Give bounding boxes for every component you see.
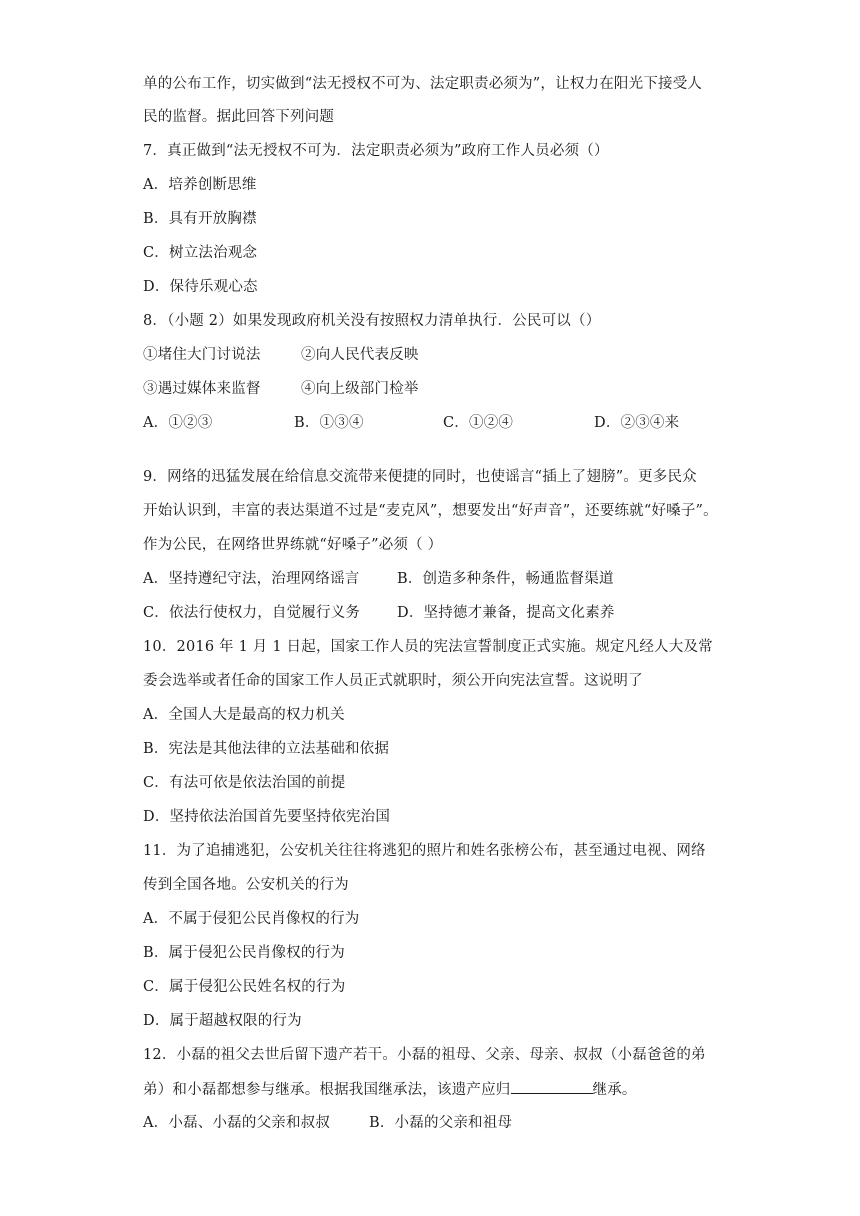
question-9-option-c: C．依法行使权力，自觉履行义务	[143, 605, 361, 621]
question-11-option-c: C．属于侵犯公民姓名权的行为	[143, 979, 346, 995]
question-9-option-b: B．创造多种条件，畅通监督渠道	[397, 571, 614, 587]
question-11-option-d: D．属于超越权限的行为	[143, 1013, 302, 1029]
question-8-item-2: ②向人民代表反映	[301, 347, 419, 363]
question-9-stem-line-2: 开始认识到，丰富的表达渠道不过是“麦克风”，想要发出“好声音”，还要练就“好嗓子”。	[143, 503, 718, 519]
question-9-stem-line-3: 作为公民，在网络世界练就“好嗓子”必须（ ）	[143, 537, 443, 553]
question-8-item-1: ①堵住大门讨说法	[143, 347, 261, 363]
question-9-option-a: A．坚持遵纪守法，治理网络谣言	[143, 571, 360, 587]
question-11-option-a: A．不属于侵犯公民肖像权的行为	[143, 911, 360, 927]
question-8-option-a: A．①②③	[143, 415, 213, 431]
intro-line-1: 单的公布工作，切实做到“法无授权不可为、法定职责必须为”，让权力在阳光下接受人	[143, 76, 703, 92]
question-12-stem-text-a: 弟）和小磊都想参与继承。根据我国继承法，该遗产应归	[143, 1082, 511, 1098]
question-10-option-a: A．全国人大是最高的权力机关	[143, 707, 345, 723]
question-8-stem: 8．（小题 2）如果发现政府机关没有按照权力清单执行．公民可以（）	[143, 313, 601, 329]
question-10-stem-line-2: 委会选举或者任命的国家工作人员正式就职时，须公开向宪法宣誓。这说明了	[143, 673, 643, 689]
question-10-stem-line-1: 10．2016 年 1 月 1 日起，国家工作人员的宪法宣誓制度正式实施。规定凡经人大及常	[143, 639, 713, 655]
question-12-stem-line-1: 12．小磊的祖父去世后留下遗产若干。小磊的祖母、父亲、母亲、叔叔（小磊爸爸的弟	[143, 1047, 706, 1063]
question-8-option-c: C．①②④	[443, 415, 514, 431]
question-8-items-row-2	[143, 379, 743, 399]
question-7-option-b: B．具有开放胸襟	[143, 211, 257, 227]
question-7-option-a: A．培养创断思维	[143, 177, 257, 193]
question-10-option-c: C．有法可依是依法治国的前提	[143, 775, 346, 791]
question-7-stem: 7．真正做到“法无授权不可为．法定职责必须为”政府工作人员必须（）	[143, 143, 609, 159]
answer-blank[interactable]	[511, 1079, 593, 1094]
question-8-option-b: B．①③④	[294, 415, 364, 431]
question-9-options-row-1	[143, 569, 743, 589]
question-8-item-4: ④向上级部门检举	[301, 381, 419, 397]
question-8-item-3: ③遇过媒体来监督	[143, 381, 261, 397]
question-12-option-b: B．小磊的父亲和祖母	[369, 1115, 513, 1131]
question-9-stem-line-1: 9．网络的迅猛发展在给信息交流带来便捷的同时，也使谣言“插上了翅膀”。更多民众	[143, 469, 697, 485]
question-12-option-a: A．小磊、小磊的父亲和叔叔	[143, 1115, 331, 1131]
question-11-stem-line-1: 11．为了追捕逃犯，公安机关往往将逃犯的照片和姓名张榜公布，甚至通过电视、网络	[143, 843, 706, 859]
question-8-items-row-1	[143, 345, 743, 365]
intro-line-2: 民的监督。据此回答下列问题	[143, 109, 335, 125]
question-8-option-d: D．②③④来	[594, 415, 680, 431]
question-12-stem-text-b: 继承。	[592, 1082, 637, 1098]
question-10-option-b: B．宪法是其他法律的立法基础和依据	[143, 741, 390, 757]
question-8-options-row	[143, 413, 743, 433]
question-9-options-row-2	[143, 603, 743, 623]
question-10-option-d: D．坚持依法治国首先要坚持依宪治国	[143, 809, 391, 825]
question-7-option-c: C．树立法治观念	[143, 245, 258, 261]
question-11-stem-line-2: 传到全国各地。公安机关的行为	[143, 877, 349, 893]
question-11-option-b: B．属于侵犯公民肖像权的行为	[143, 945, 345, 961]
question-12-options-row	[143, 1113, 743, 1133]
question-12-stem-line-2	[143, 1079, 637, 1100]
question-9-option-d: D．坚持德才兼备，提高文化素养	[397, 605, 615, 621]
question-7-option-d: D．保待乐观心态	[143, 279, 258, 295]
